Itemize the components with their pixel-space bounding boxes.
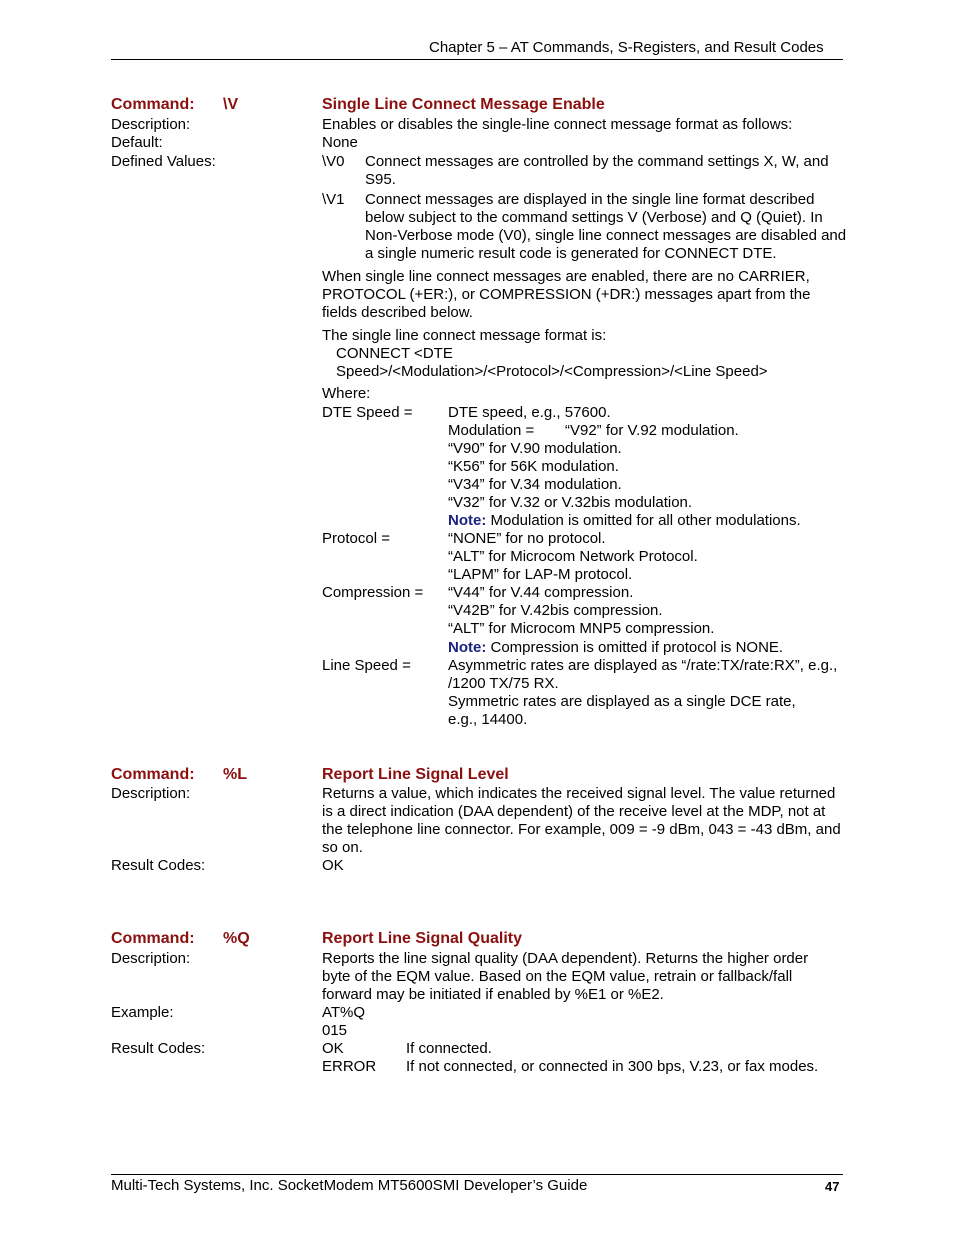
protocol-none: “NONE” for no protocol. [448, 530, 606, 547]
protocol-label: Protocol = [322, 530, 390, 547]
example-label: Example: [111, 1004, 174, 1021]
note-label: Note: [448, 512, 487, 529]
page-number: 47 [825, 1179, 840, 1194]
command-code: %L [223, 766, 247, 783]
modulation-v32: “V32” for V.32 or V.32bis modulation. [448, 494, 693, 511]
value-v1-code: \V1 [322, 191, 345, 208]
compression-note [448, 639, 783, 657]
header-rule [111, 59, 843, 60]
command-code: %Q [223, 930, 250, 947]
command-v-title: Single Line Connect Message Enable [322, 96, 605, 113]
format-intro: The single line connect message format is: [322, 327, 607, 344]
dte-speed-text: DTE speed, e.g., 57600. [448, 404, 611, 421]
where-label: Where: [322, 385, 371, 402]
format-line-1: CONNECT <DTE [336, 345, 453, 362]
format-line-2: Speed>/<Modulation>/<Protocol>/<Compression>/<Line Speed> [336, 363, 768, 380]
value-v0-code: \V0 [322, 153, 345, 170]
description-label: Description: [111, 785, 191, 802]
line-speed-symmetric: Symmetric rates are displayed as a single DCE rate, e.g., 14400. [448, 693, 796, 728]
description-text: Reports the line signal quality (DAA dependent). Returns the higher order byte of the EQM value. Based on the EQM value, retrain or fallback/fall forward may be initiated if enabled by %E1 or %E2. [322, 950, 809, 1003]
footer-title: Multi-Tech Systems, Inc. SocketModem MT5600SMI Developer’s Guide [111, 1177, 588, 1194]
protocol-alt: “ALT” for Microcom Network Protocol. [448, 548, 698, 565]
result-codes-label: Result Codes: [111, 857, 206, 874]
command-code: \V [223, 96, 239, 113]
compression-note-text: Compression is omitted if protocol is NONE. [490, 639, 784, 656]
compression-v42b: “V42B” for V.42bis compression. [448, 602, 663, 619]
command-q-title: Report Line Signal Quality [322, 930, 523, 947]
line-speed-label: Line Speed = [322, 657, 411, 674]
result-code-ok: OK [322, 857, 344, 874]
description-label: Description: [111, 950, 191, 967]
dte-speed-label: DTE Speed = [322, 404, 413, 421]
result-code-ok: OK [322, 1040, 344, 1057]
connect-messages-paragraph: When single line connect messages are enabled, there are no CARRIER, PROTOCOL (+ER:), or COMPRESSION (+DR:) messages apart from the fields described below. [322, 268, 811, 321]
value-v1-text: Connect messages are displayed in the single line format described below subject to the command settings V (Verbose) and Q (Quiet). In Non-Verbose mode (V0), single line connect messages are disabled and a single numeric result code is generated for CONNECT DTE. [365, 191, 847, 262]
compression-label: Compression = [322, 584, 424, 601]
description-text: Returns a value, which indicates the received signal level. The value returned is a direct indication (DAA dependent) of the receive level at the MDP, not at the telephone line connector. For example, 009 = -9 dBm, 043 = -43 dBm, and so on. [322, 785, 841, 856]
example-command: AT%Q [322, 1004, 366, 1021]
modulation-note-text: Modulation is omitted for all other modulations. [490, 512, 801, 529]
default-label: Default: [111, 134, 163, 151]
running-header: Chapter 5 – AT Commands, S-Registers, and Result Codes [429, 39, 824, 56]
protocol-lapm: “LAPM” for LAP-M protocol. [448, 566, 633, 583]
compression-v44: “V44” for V.44 compression. [448, 584, 634, 601]
modulation-v90: “V90” for V.90 modulation. [448, 440, 622, 457]
footer-rule [111, 1174, 843, 1175]
command-label: Command: [111, 96, 195, 113]
value-v0-text: Connect messages are controlled by the command settings X, W, and S95. [365, 153, 829, 188]
result-code-error: ERROR [322, 1058, 377, 1075]
note-label: Note: [448, 639, 487, 656]
description-label: Description: [111, 116, 191, 133]
modulation-v34: “V34” for V.34 modulation. [448, 476, 622, 493]
defined-values-label: Defined Values: [111, 153, 216, 170]
line-speed-asymmetric: Asymmetric rates are displayed as “/rate:TX/rate:RX”, e.g., /1200 TX/75 RX. [448, 657, 838, 692]
example-output: 015 [322, 1022, 348, 1039]
modulation-label: Modulation = [448, 422, 535, 439]
modulation-k56: “K56” for 56K modulation. [448, 458, 619, 475]
command-label: Command: [111, 766, 195, 783]
result-code-ok-text: If connected. [406, 1040, 492, 1057]
modulation-note [448, 512, 801, 530]
compression-alt: “ALT” for Microcom MNP5 compression. [448, 620, 715, 637]
modulation-v92: “V92” for V.92 modulation. [565, 422, 739, 439]
result-codes-label: Result Codes: [111, 1040, 206, 1057]
command-label: Command: [111, 930, 195, 947]
result-code-error-text: If not connected, or connected in 300 bps, V.23, or fax modes. [406, 1058, 819, 1075]
command-l-title: Report Line Signal Level [322, 766, 509, 783]
description-text: Enables or disables the single-line connect message format as follows: [322, 116, 793, 133]
default-value: None [322, 134, 358, 151]
